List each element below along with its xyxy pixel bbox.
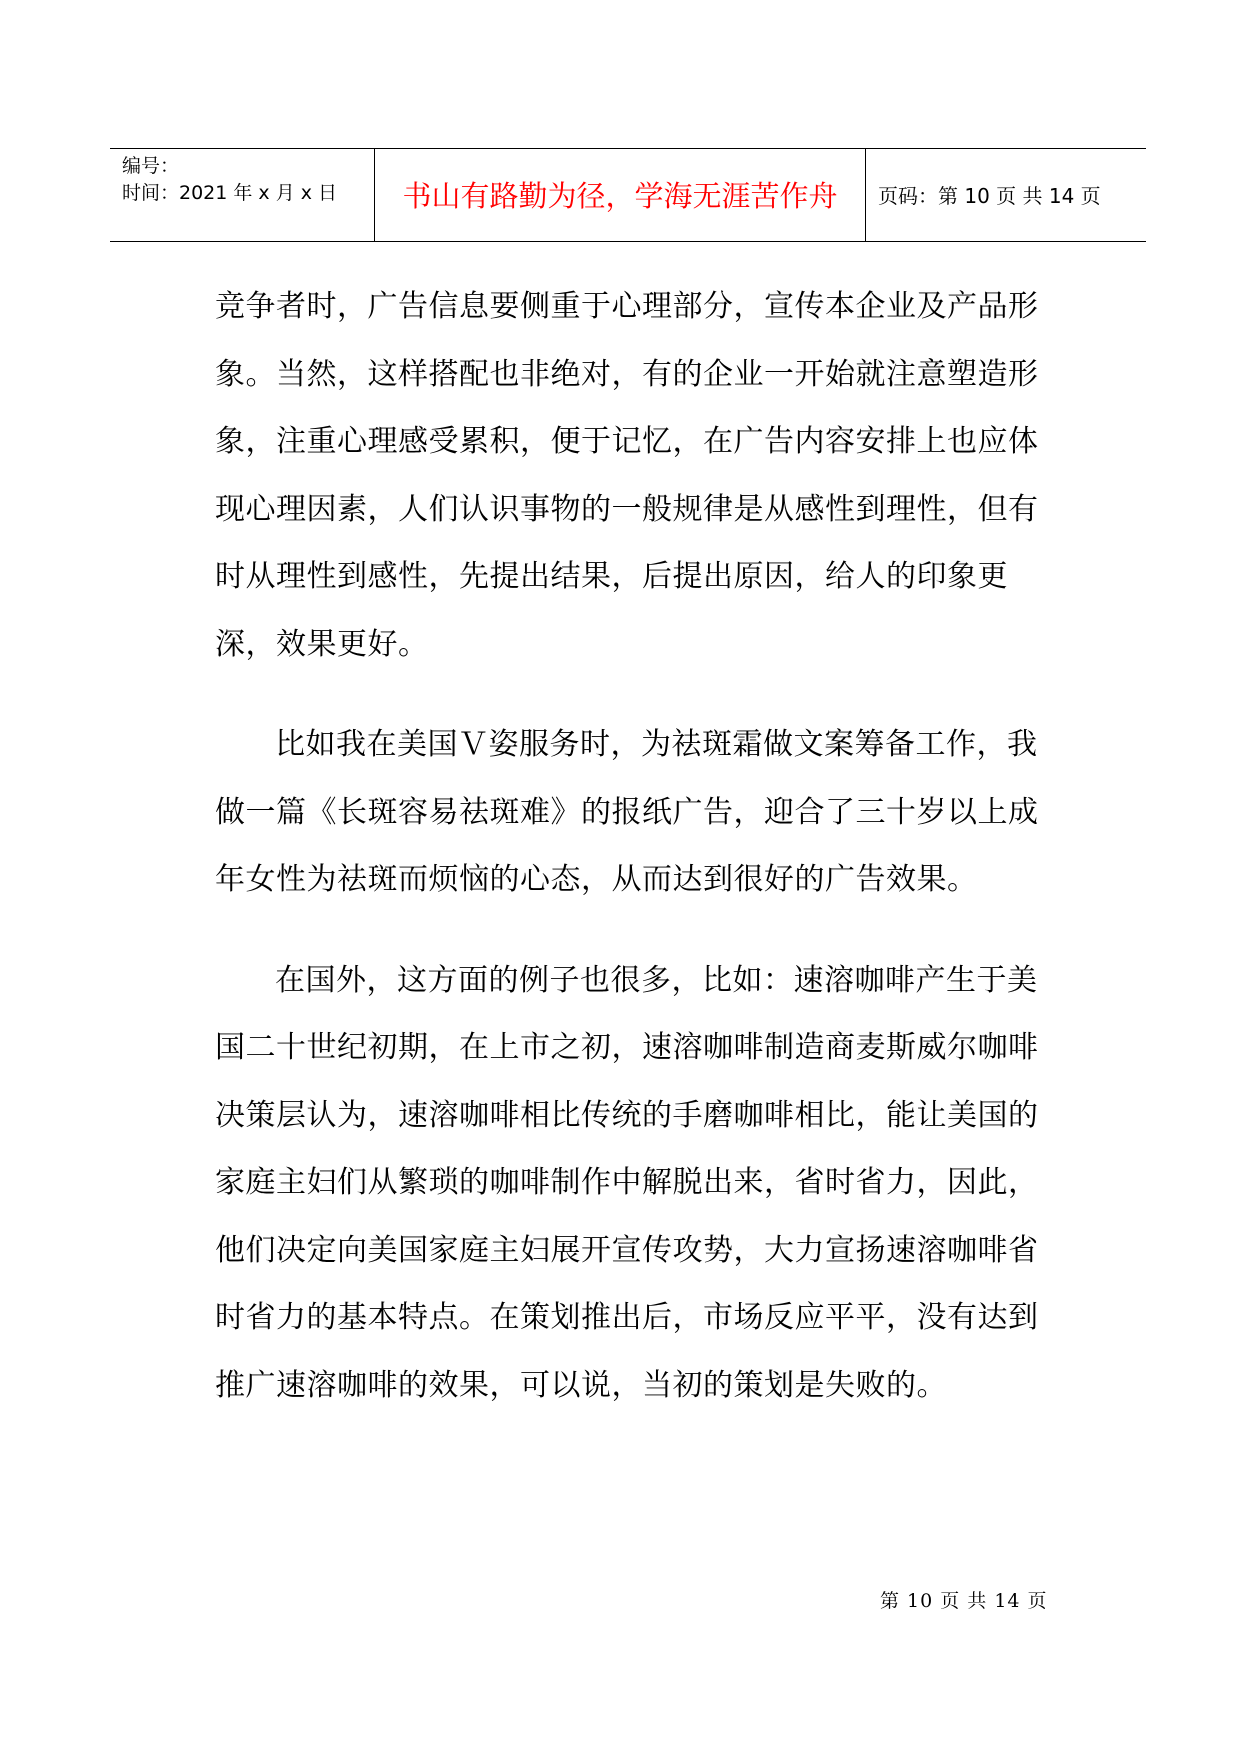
page-footer: 第 10 页 共 14 页 [880, 1590, 1048, 1612]
document-body [215, 273, 1065, 1419]
document-number-label: 编号： [122, 155, 180, 177]
header-page-info: 页码：第 10 页 共 14 页 [878, 184, 1101, 208]
header-divider [865, 149, 866, 241]
body-paragraph: 竞争者时，广告信息要侧重于心理部分，宣传本企业及产品形象。当然，这样搭配也非绝对，有的企业一开始就注意塑造形象，注重心理感受累积，便于记忆，在广告内容安排上也应体现心理因素，人们认识事物的一般规律是从感性到理性，但有时从理性到感性，先提出结果，后提出原因，给人的印象更深，效果更好。 [215, 289, 1039, 662]
body-paragraph: 在国外，这方面的例子也很多，比如：速溶咖啡产生于美国二十世纪初期，在上市之初，速溶咖啡制造商麦斯威尔咖啡决策层认为，速溶咖啡相比传统的手磨咖啡相比，能让美国的家庭主妇们从繁琐的咖啡制作中解脱出来，省时省力，因此，他们决定向美国家庭主妇展开宣传攻势，大力宣扬速溶咖啡省时省力的基本特点。在策划推出后，市场反应平平，没有达到推广速溶咖啡的效果，可以说，当初的策划是失败的。 [215, 962, 1039, 1403]
header-motto: 书山有路勤为径，学海无涯苦作舟 [402, 179, 838, 213]
header-meta [122, 153, 372, 207]
body-paragraph: 比如我在美国Ｖ姿服务时，为祛斑霜做文案筹备工作，我做一篇《长斑容易祛斑难》的报纸广告，迎合了三十岁以上成年女性为祛斑而烦恼的心态，从而达到很好的广告效果。 [215, 727, 1039, 897]
header-divider [374, 149, 375, 241]
page-header [110, 148, 1146, 242]
document-time-label: 时间：2021 年 x 月 x 日 [122, 182, 338, 204]
